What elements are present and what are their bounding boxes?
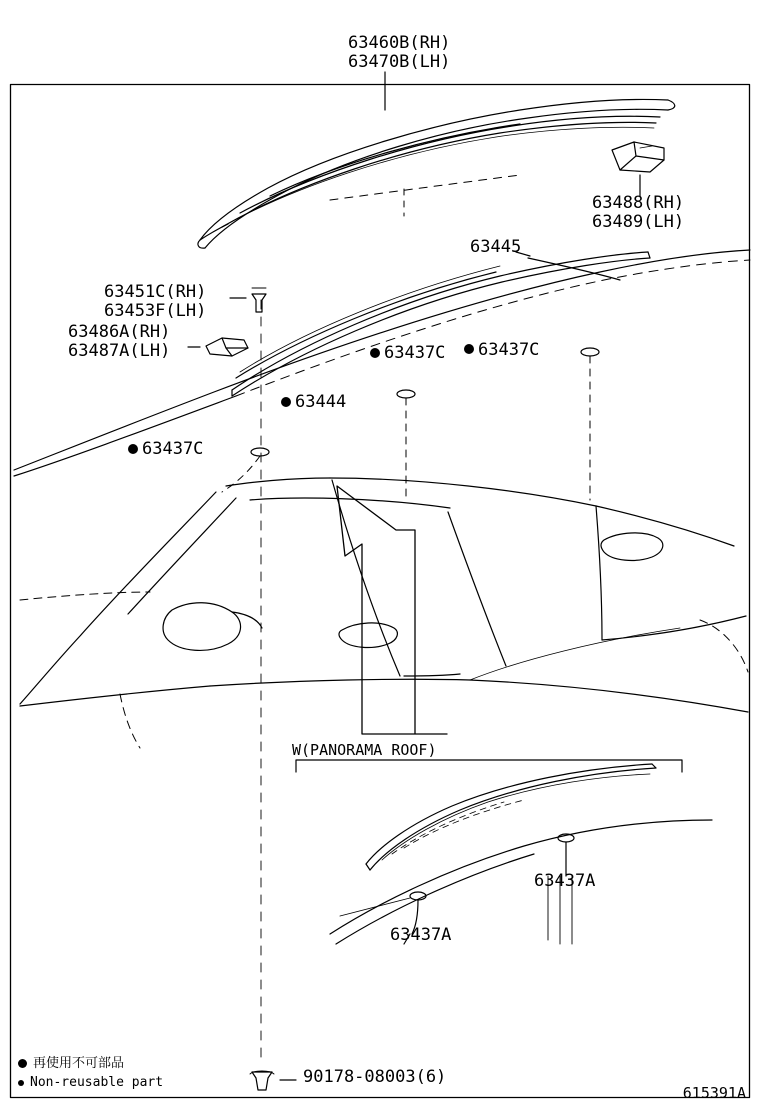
- nonreusable-dot-63437c-lower-left: [128, 444, 138, 454]
- callout-63489-line: 63489(LH): [592, 212, 685, 232]
- callout-63437c-lower-left: 63437C: [142, 439, 204, 459]
- legend-text-en: Non-reusable part: [30, 1075, 164, 1090]
- callout-63453f: 63453F(LH): [104, 301, 207, 321]
- legend-row-en: [18, 1073, 198, 1092]
- callout-90178-08003: 90178-08003(6): [303, 1067, 447, 1087]
- nonreusable-dot-icon: [18, 1059, 27, 1068]
- nonreusable-dot-63444: [281, 397, 291, 407]
- callout-63444: 63444: [295, 392, 347, 412]
- callout-63445: 63445: [470, 237, 522, 257]
- callout-63460b-63470b-line2: 63470B(LH): [348, 52, 451, 72]
- nonreusable-dot-63437c-upper-right: [464, 344, 474, 354]
- callout-panorama-roof: W(PANORAMA ROOF): [292, 741, 437, 759]
- callout-63487a: 63487A(LH): [68, 341, 171, 361]
- callout-63437c-upper-left: 63437C: [384, 343, 446, 363]
- legend-row-jp: [18, 1054, 198, 1073]
- legend: [18, 1054, 198, 1092]
- diagram-id: 615391A: [682, 1084, 746, 1102]
- legend-text-jp: 再使用不可部品: [33, 1056, 125, 1071]
- callout-63451c: 63451C(RH): [104, 282, 207, 302]
- nonreusable-dot-63437c-upper-left: [370, 348, 380, 358]
- callout-63437a-right: 63437A: [534, 871, 596, 891]
- callout-63437c-upper-right: 63437C: [478, 340, 540, 360]
- nonreusable-dot-icon-small: [18, 1080, 24, 1086]
- callout-63460b-63470b-line1: 63460B(RH): [348, 33, 451, 53]
- callout-63486a: 63486A(RH): [68, 322, 171, 342]
- callout-63437a-left: 63437A: [390, 925, 452, 945]
- callout-63488-line: 63488(RH): [592, 193, 685, 213]
